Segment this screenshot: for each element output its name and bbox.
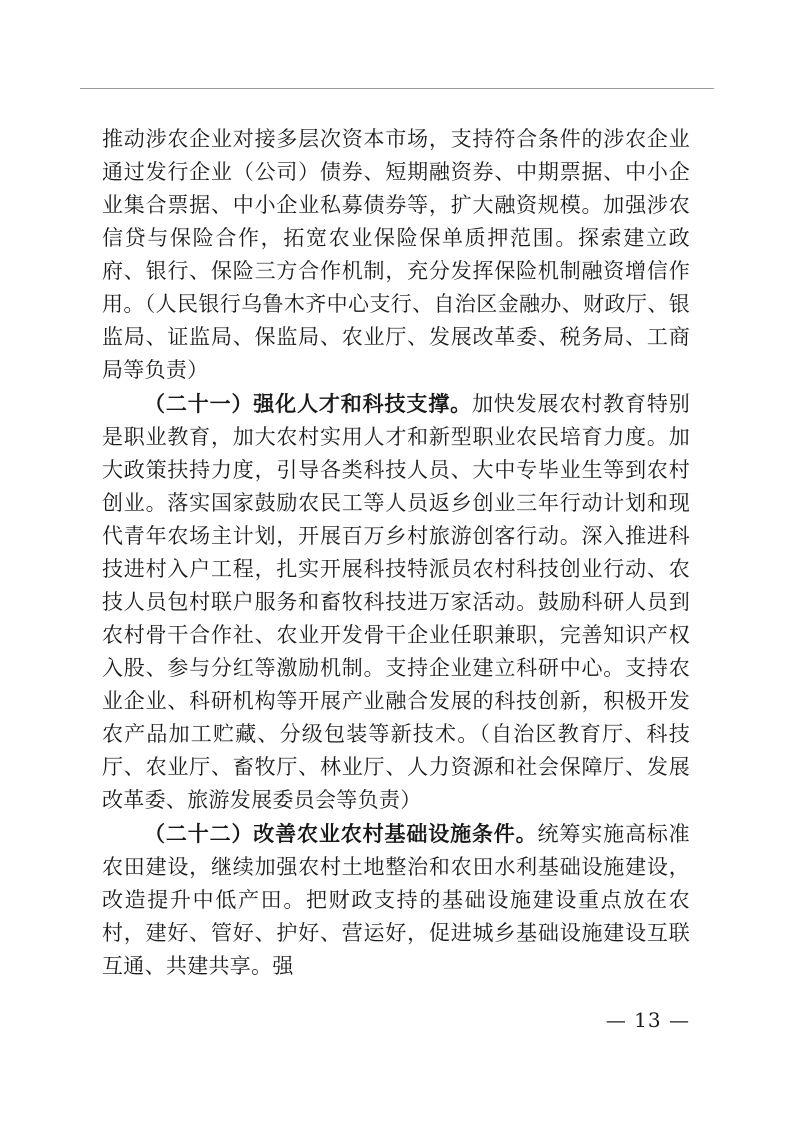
paragraph-2-text: 加快发展农村教育特别是职业教育，加大农村实用人才和新型职业农民培育力度。加大政策扶持力度，引导各类科技人员、大中专毕业生等到农村创业。落实国家鼓励农民工等人员返乡创业三年行动计划和现代青年农场主计划，开展百万乡村旅游创客行动。深入推进科技进村入户工程，扎实开展科技特派员农村科技创业行动、农技人员包村联户服务和畜牧科技进万家活动。鼓励科研人员到农村骨干合作社、农业开发骨干企业任职兼职，完善知识产权入股、参与分红等激励机制。支持企业建立科研中心。支持农业企业、科研机构等开展产业融合发展的科技创新，积极开发农产品加工贮藏、分级包装等新技术。（自治区教育厅、科技厅、农业厅、畜牧厅、林业厅、人力资源和社会保障厅、发展改革委、旅游发展委员会等负责）: [102, 392, 690, 812]
body-text: [102, 122, 690, 983]
paragraph-2: [102, 387, 690, 817]
paragraph-3-text: 统筹实施高标准农田建设，继续加强农村土地整治和农田水利基础设施建设，改造提升中低产田。把财政支持的基础设施建设重点放在农村，建好、管好、护好、营运好，促进城乡基础设施建设互联互通、共建共享。强: [102, 822, 690, 978]
paragraph-1: [102, 122, 690, 387]
paragraph-3: [102, 817, 690, 983]
section-heading-22: （二十二）改善农业农村基础设施条件。: [144, 821, 538, 846]
page-number: — 13 —: [605, 1008, 690, 1032]
section-heading-21: （二十一）强化人才和科技支撑。: [144, 391, 472, 416]
header-rule: [80, 88, 714, 89]
paragraph-1-text: 推动涉农企业对接多层次资本市场，支持符合条件的涉农企业通过发行企业（公司）债券、短期融资券、中期票据、中小企业集合票据、中小企业私募债券等，扩大融资规模。加强涉农信贷与保险合作，拓宽农业保险保单质押范围。探索建立政府、银行、保险三方合作机制，充分发挥保险机制融资增信作用。（人民银行乌鲁木齐中心支行、自治区金融办、财政厅、银监局、证监局、保监局、农业厅、发展改革委、税务局、工商局等负责）: [102, 127, 690, 382]
